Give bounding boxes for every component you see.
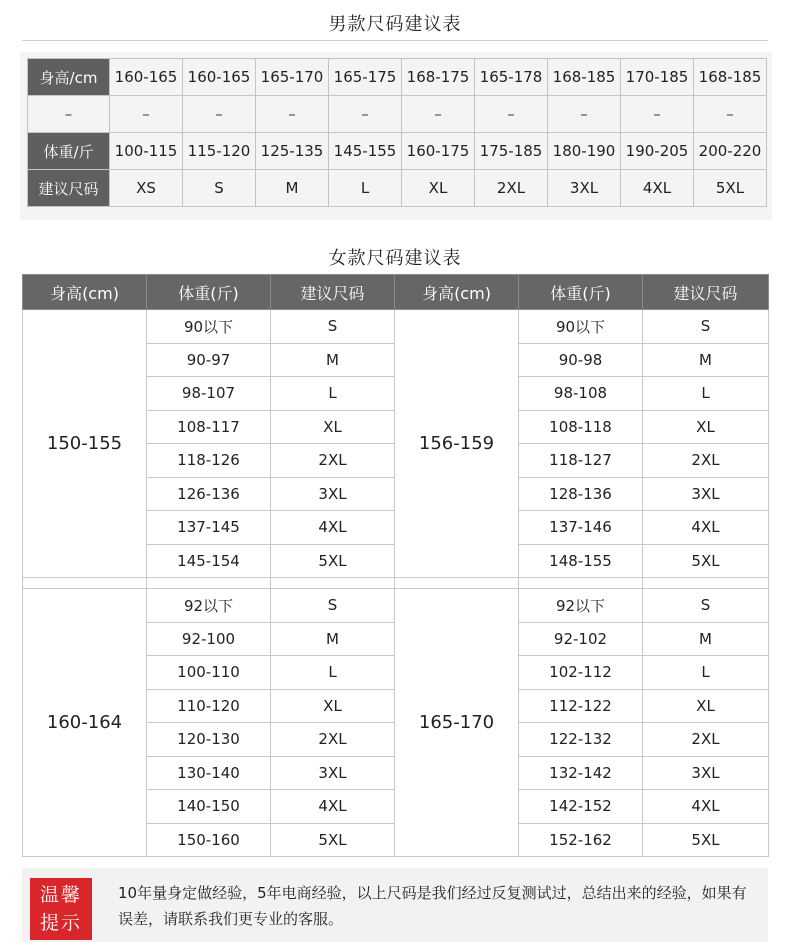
- weight-cell: 90以下: [519, 310, 643, 344]
- men-cell: 165-170: [256, 59, 329, 96]
- height-range-cell: 150-155: [23, 310, 147, 578]
- size-cell: M: [271, 343, 395, 377]
- size-cell: 5XL: [271, 544, 395, 578]
- men-cell: 115-120: [183, 133, 256, 170]
- size-cell: M: [643, 343, 769, 377]
- men-cell: –: [183, 96, 256, 133]
- size-cell: L: [643, 377, 769, 411]
- men-cell: 170-185: [621, 59, 694, 96]
- gap-cell: [519, 578, 643, 589]
- weight-cell: 110-120: [147, 689, 271, 723]
- notice-badge-line1: 温馨: [39, 884, 82, 906]
- size-cell: 2XL: [271, 723, 395, 757]
- weight-cell: 100-110: [147, 656, 271, 690]
- size-cell: 5XL: [271, 823, 395, 857]
- weight-cell: 140-150: [147, 790, 271, 824]
- men-cell: 165-175: [329, 59, 402, 96]
- size-cell: S: [643, 310, 769, 344]
- gap-cell: [271, 578, 395, 589]
- men-cell: 168-185: [694, 59, 767, 96]
- men-cell: 5XL: [694, 170, 767, 207]
- header-height-left: 身高(cm): [23, 275, 147, 310]
- size-cell: 2XL: [643, 723, 769, 757]
- men-cell: –: [694, 96, 767, 133]
- size-cell: 4XL: [271, 511, 395, 545]
- gap-cell: [23, 578, 147, 589]
- height-range-cell: 156-159: [395, 310, 519, 578]
- men-cell: 145-155: [329, 133, 402, 170]
- women-row: [23, 589, 769, 623]
- men-cell: –: [475, 96, 548, 133]
- men-row-label: 体重/斤: [28, 133, 110, 170]
- weight-cell: 145-154: [147, 544, 271, 578]
- men-cell: 100-115: [110, 133, 183, 170]
- notice-badge-line2: 提示: [39, 912, 82, 934]
- men-cell: 168-185: [548, 59, 621, 96]
- men-size-table: [27, 58, 767, 207]
- height-range-cell: 165-170: [395, 589, 519, 857]
- weight-cell: 152-162: [519, 823, 643, 857]
- weight-cell: 130-140: [147, 756, 271, 790]
- men-cell: 4XL: [621, 170, 694, 207]
- men-row-label: 身高/cm: [28, 59, 110, 96]
- weight-cell: 122-132: [519, 723, 643, 757]
- group-gap: [23, 578, 769, 589]
- size-cell: XL: [271, 689, 395, 723]
- size-cell: XL: [643, 689, 769, 723]
- weight-cell: 102-112: [519, 656, 643, 690]
- weight-cell: 120-130: [147, 723, 271, 757]
- weight-cell: 137-145: [147, 511, 271, 545]
- weight-cell: 92以下: [147, 589, 271, 623]
- gap-cell: [643, 578, 769, 589]
- size-cell: 2XL: [643, 444, 769, 478]
- weight-cell: 90-97: [147, 343, 271, 377]
- weight-cell: 92以下: [519, 589, 643, 623]
- size-cell: 2XL: [271, 444, 395, 478]
- men-cell: 3XL: [548, 170, 621, 207]
- size-cell: M: [271, 622, 395, 656]
- men-cell: –: [256, 96, 329, 133]
- size-cell: XL: [643, 410, 769, 444]
- size-cell: 4XL: [643, 511, 769, 545]
- header-weight-right: 体重(斤): [519, 275, 643, 310]
- weight-cell: 137-146: [519, 511, 643, 545]
- size-cell: L: [643, 656, 769, 690]
- size-cell: 3XL: [643, 477, 769, 511]
- weight-cell: 90以下: [147, 310, 271, 344]
- weight-cell: 128-136: [519, 477, 643, 511]
- weight-cell: 142-152: [519, 790, 643, 824]
- weight-cell: 98-108: [519, 377, 643, 411]
- women-row: [23, 310, 769, 344]
- men-row-label: –: [28, 96, 110, 133]
- men-title-rule: [22, 40, 768, 41]
- men-cell: L: [329, 170, 402, 207]
- men-cell: 160-165: [183, 59, 256, 96]
- header-size-left: 建议尺码: [271, 275, 395, 310]
- men-title: 男款尺码建议表: [328, 14, 462, 35]
- weight-cell: 98-107: [147, 377, 271, 411]
- size-cell: 3XL: [271, 756, 395, 790]
- notice-badge: [30, 878, 92, 940]
- weight-cell: 118-126: [147, 444, 271, 478]
- men-row: [28, 170, 767, 207]
- men-cell: XL: [402, 170, 475, 207]
- size-cell: XL: [271, 410, 395, 444]
- men-cell: XS: [110, 170, 183, 207]
- size-cell: 3XL: [271, 477, 395, 511]
- header-size-right: 建议尺码: [643, 275, 769, 310]
- size-cell: L: [271, 377, 395, 411]
- weight-cell: 92-102: [519, 622, 643, 656]
- header-weight-left: 体重(斤): [147, 275, 271, 310]
- weight-cell: 108-118: [519, 410, 643, 444]
- men-cell: 180-190: [548, 133, 621, 170]
- weight-cell: 92-100: [147, 622, 271, 656]
- men-cell: 190-205: [621, 133, 694, 170]
- size-cell: S: [271, 589, 395, 623]
- size-cell: 5XL: [643, 823, 769, 857]
- size-cell: 4XL: [643, 790, 769, 824]
- men-cell: –: [621, 96, 694, 133]
- men-cell: 175-185: [475, 133, 548, 170]
- women-size-table: [22, 274, 769, 857]
- weight-cell: 126-136: [147, 477, 271, 511]
- header-height-right: 身高(cm): [395, 275, 519, 310]
- men-cell: 125-135: [256, 133, 329, 170]
- men-cell: 160-165: [110, 59, 183, 96]
- gap-cell: [395, 578, 519, 589]
- weight-cell: 112-122: [519, 689, 643, 723]
- men-row: [28, 133, 767, 170]
- men-cell: –: [110, 96, 183, 133]
- size-cell: L: [271, 656, 395, 690]
- men-cell: M: [256, 170, 329, 207]
- weight-cell: 150-160: [147, 823, 271, 857]
- notice-box: [22, 868, 768, 942]
- men-cell: –: [329, 96, 402, 133]
- size-cell: 3XL: [643, 756, 769, 790]
- men-row-label: 建议尺码: [28, 170, 110, 207]
- size-cell: 5XL: [643, 544, 769, 578]
- men-row: [28, 59, 767, 96]
- height-range-cell: 160-164: [23, 589, 147, 857]
- gap-cell: [147, 578, 271, 589]
- men-cell: S: [183, 170, 256, 207]
- men-cell: 160-175: [402, 133, 475, 170]
- notice-text: 10年量身定做经验，5年电商经验，以上尺码是我们经过反复测试过，总结出来的经验，如果有误差，请联系我们更专业的客服。: [118, 884, 747, 928]
- size-cell: S: [271, 310, 395, 344]
- weight-cell: 108-117: [147, 410, 271, 444]
- men-cell: –: [548, 96, 621, 133]
- size-cell: M: [643, 622, 769, 656]
- weight-cell: 118-127: [519, 444, 643, 478]
- size-cell: 4XL: [271, 790, 395, 824]
- women-title: 女款尺码建议表: [328, 248, 462, 269]
- women-header-row: [23, 275, 769, 310]
- men-row: [28, 96, 767, 133]
- men-cell: 200-220: [694, 133, 767, 170]
- size-cell: S: [643, 589, 769, 623]
- men-cell: –: [402, 96, 475, 133]
- weight-cell: 90-98: [519, 343, 643, 377]
- weight-cell: 148-155: [519, 544, 643, 578]
- men-cell: 165-178: [475, 59, 548, 96]
- weight-cell: 132-142: [519, 756, 643, 790]
- men-cell: 168-175: [402, 59, 475, 96]
- men-cell: 2XL: [475, 170, 548, 207]
